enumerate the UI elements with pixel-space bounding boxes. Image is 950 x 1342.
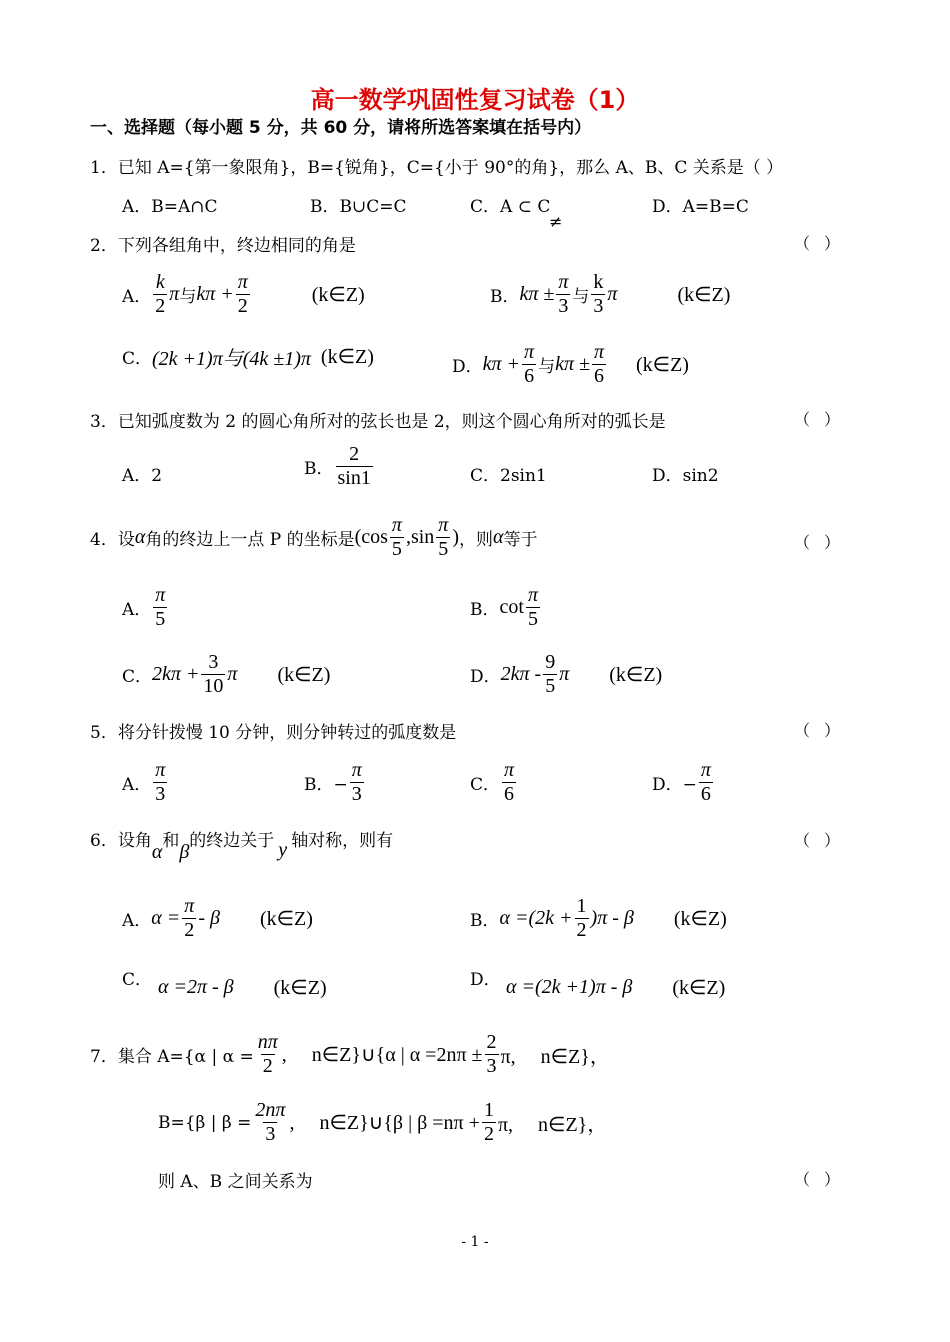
fraction: π 3 [155, 759, 166, 805]
q2-a-label: A． [122, 287, 152, 307]
question-7-line-3: 则 A、B 之间关系为 [158, 1172, 313, 1192]
fraction: nπ 2 [257, 1031, 278, 1077]
q3-option-d: D．sin2 [652, 466, 719, 486]
question-1-stem: 1．已知 A={第一象限角}，B={锐角}，C={小于 90°的角}，那么 A、B、C 关系是（ ） [90, 158, 784, 178]
fraction: $\frac{3}{10}$ [203, 651, 224, 697]
q5-option-d: D．− π 6 [652, 759, 711, 805]
fraction: 1 2 [483, 1099, 494, 1145]
fraction: π 6 [504, 759, 515, 805]
q2-option-d: D． kπ + $\frac{\pi}{6}$ 与 kπ ± $\frac{\pi}{6}$ (k∈Z) [452, 341, 689, 387]
q6-option-c: α =2π - β (k∈Z) [158, 976, 327, 999]
fraction: $\frac{\pi}{2}$ [237, 271, 248, 317]
q1-option-a: A．B=A∩C [122, 197, 218, 217]
q4-option-a: A． π 5 [122, 584, 166, 630]
fraction: π 5 [391, 514, 402, 560]
fraction: π 5 [527, 584, 538, 630]
q5-option-b: B．− π 3 [304, 759, 362, 805]
fraction: 9 5 [545, 651, 556, 697]
q7-answer-paren: （） [794, 1170, 855, 1189]
fraction: π 5 [155, 584, 166, 630]
question-3-stem: 3．已知弧度数为 2 的圆心角所对的弦长也是 2，则这个圆心角所对的弧长是 [90, 412, 666, 432]
page-number: - 1 - [461, 1234, 489, 1250]
fraction: k 2 [155, 271, 166, 317]
q6-option-a: A． α = $\frac{\pi}{2}$ - β (k∈Z) [122, 895, 313, 941]
q5-answer-paren: （） [794, 721, 855, 740]
q6-answer-paren: （） [794, 831, 855, 850]
q2-option-b: B． kπ ± $\frac{\pi}{3}$ 与 k 3 π (k∈Z) [490, 271, 731, 317]
q5-option-a: A． π 3 [122, 759, 166, 805]
q6-d-label: D． [470, 970, 501, 990]
fraction: π 6 [700, 759, 711, 805]
fraction: $\frac{\pi}{6}$ [524, 341, 535, 387]
question-7-line-2: B={β | β = 2nπ 3 , n∈Z}∪{β | β =nπ + 1 2 π, n∈Z}， [158, 1099, 608, 1145]
q1-option-c: C．A ⊂ C [470, 197, 551, 217]
page-title: 高一数学巩固性复习试卷（1） [310, 86, 640, 114]
q5-option-c: C． π 6 [470, 759, 515, 805]
q3-answer-paren: （） [794, 410, 855, 429]
fraction: 2 3 [486, 1031, 497, 1077]
question-5-stem: 5．将分针拨慢 10 分钟，则分钟转过的弧度数是 [90, 723, 457, 743]
q1-option-d: D．A=B=C [652, 197, 749, 217]
q2-option-a: A． k 2 π 与 kπ + $\frac{\pi}{2}$ (k∈Z) [122, 271, 365, 317]
q2-c-label: C． [122, 349, 153, 369]
q3-option-b [304, 444, 375, 489]
fraction: $\frac{\pi}{3}$ [558, 271, 569, 317]
q3-option-c: C．2sin1 [470, 466, 547, 486]
fraction: $\frac{\pi}{6}$ [593, 341, 604, 387]
question-4-stem: 4．设 α 角的终边上一点 P 的坐标是 (cos π 5 ,sin π 5 ) ，则 α 等于 [90, 514, 538, 560]
q2-answer-paren: （） [794, 234, 855, 253]
q4-option-c: C． 2kπ + $\frac{3}{10}$ π (k∈Z) [122, 651, 331, 697]
fraction: k 3 [593, 271, 604, 317]
q4-option-d: D． 2kπ - 9 5 π (k∈Z) [470, 651, 663, 697]
q6-option-d: α =(2k +1)π - β (k∈Z) [506, 976, 726, 999]
q4-option-b: B． cot π 5 [470, 584, 538, 630]
q1-not-equal-mark: ≠ [549, 212, 563, 231]
q6-option-b: B． α =(2k + $\frac{1}{2}$ )π - β (k∈Z) [470, 895, 727, 941]
q4-answer-paren: （） [794, 533, 855, 552]
fraction: 2 sin1 [337, 443, 371, 489]
q2-d-label: D． [452, 357, 483, 377]
fraction: $\frac{\pi}{2}$ [184, 895, 195, 941]
q2-b-label: B． [490, 287, 520, 307]
fraction: π 5 [438, 514, 449, 560]
q3-option-a: A．2 [122, 466, 163, 486]
q6-c-label: C． [122, 970, 153, 990]
fraction: π 3 [351, 759, 362, 805]
fraction: 2nπ 3 [255, 1099, 286, 1145]
section-heading: 一、选择题（每小题 5 分，共 60 分，请将所选答案填在括号内） [90, 118, 592, 138]
q3-b-label: B． [304, 459, 334, 479]
question-6-stem: 6．设角 α 和 β 的终边关于 y 轴对称，则有 [90, 831, 394, 863]
question-2-stem: 2．下列各组角中，终边相同的角是 [90, 236, 356, 256]
q2-option-c: C． (2k +1)π与(4k ±1)π (k∈Z) [122, 346, 374, 370]
q1-option-b: B．B∪C=C [310, 197, 407, 217]
fraction: $\frac{1}{2}$ [576, 895, 587, 941]
question-7-line-1: 7．集合 A={α | α = nπ 2 , n∈Z}∪{α | α =2nπ ± 2 3 π, n∈Z}， [90, 1031, 610, 1077]
